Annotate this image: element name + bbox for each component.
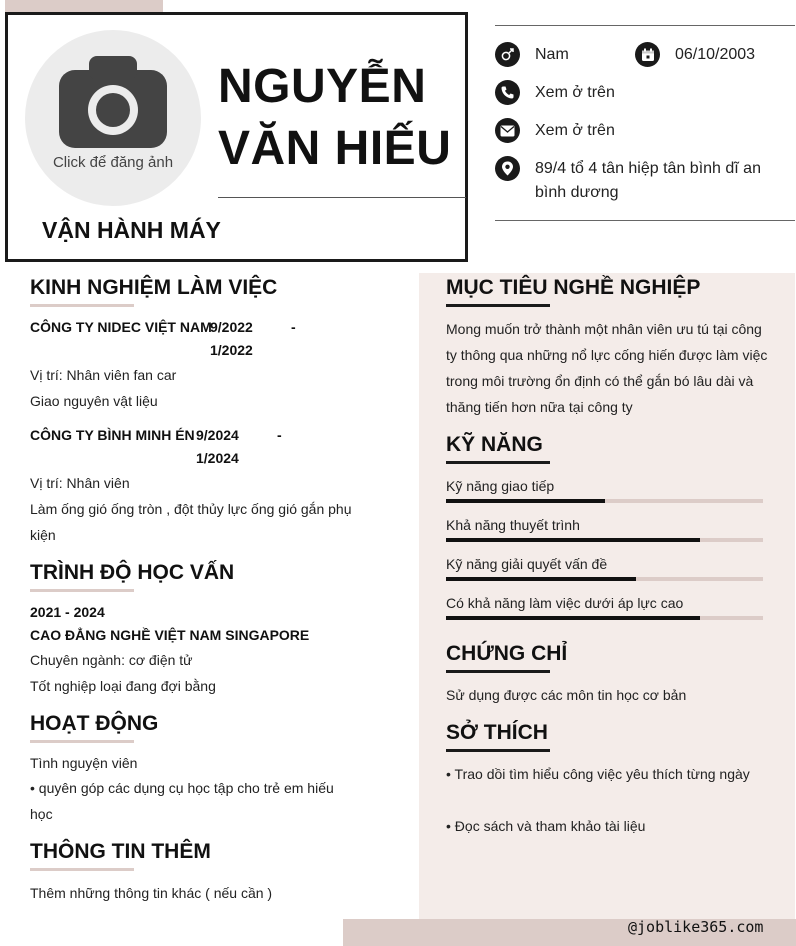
certificates-text: Sử dụng được các môn tin học cơ bản (446, 687, 687, 703)
job-1-line-2: Giao nguyên vật liệu (30, 393, 158, 409)
objective-title: MỤC TIÊU NGHỀ NGHIỆP (446, 276, 701, 299)
contact-divider-bottom (495, 220, 795, 221)
job-1-start: 9/2022 (210, 319, 253, 335)
address-line-1: 89/4 tổ 4 tân hiệp tân bình dĩ an (535, 160, 761, 177)
contact-divider-top (495, 25, 795, 26)
name-divider (218, 197, 466, 198)
name-line-2: VĂN HIẾU (218, 122, 452, 175)
address-line-2: bình dương (535, 184, 619, 201)
skills-title-underline (446, 461, 550, 464)
gender-icon (495, 42, 520, 67)
extra-info-title-underline (30, 868, 134, 871)
job-2-line-2: Làm ống gió ống tròn , đột thủy lực ống gió gắn phụ (30, 501, 352, 517)
email-value: Xem ở trên (535, 122, 615, 139)
camera-icon (59, 56, 167, 148)
education-school: CAO ĐẲNG NGHỀ VIỆT NAM SINGAPORE (30, 627, 310, 643)
mail-icon (495, 118, 520, 143)
objective-line-3: trong môi trường ổn định có thể gắn bó lâu dài và (446, 373, 754, 389)
education-title: TRÌNH ĐỘ HỌC VẤN (30, 561, 235, 584)
skill-2-bar (446, 538, 763, 542)
job-2-company: CÔNG TY BÌNH MINH ÉN (30, 427, 195, 443)
phone-value: Xem ở trên (535, 84, 615, 101)
skill-3-bar-fill (446, 577, 636, 581)
birthdate-value: 06/10/2003 (675, 46, 756, 63)
calendar-icon (635, 42, 660, 67)
skills-title: KỸ NĂNG (446, 433, 543, 456)
job-1-company: CÔNG TY NIDEC VIỆT NAM (30, 319, 212, 335)
hobby-1: • Trao dồi tìm hiểu công việc yêu thích từng ngày (446, 766, 750, 782)
hobby-2: • Đọc sách và tham khảo tài liệu (446, 818, 646, 834)
extra-info-title: THÔNG TIN THÊM (30, 840, 211, 863)
skill-2-bar-fill (446, 538, 700, 542)
objective-line-2: ty thông qua những nổ lực cống hiến được làm việc (446, 347, 768, 363)
skill-2-label: Khả năng thuyết trình (446, 517, 580, 533)
avatar-caption: Click để đăng ảnh (52, 154, 174, 171)
experience-title-underline (30, 304, 134, 307)
education-major: Chuyên ngành: cơ điện tử (30, 652, 193, 668)
job-1-dash: - (291, 319, 296, 335)
watermark: @joblike365.com (628, 918, 764, 936)
skill-4-label: Có khả năng làm việc dưới áp lực cao (446, 595, 684, 611)
objective-line-1: Mong muốn trở thành một nhân viên ưu tú tại công (446, 321, 762, 337)
skill-4-bar (446, 616, 763, 620)
job-2-line-3: kiện (30, 527, 56, 543)
full-name (218, 56, 458, 180)
experience-title: KINH NGHIỆM LÀM VIỆC (30, 276, 278, 299)
activities-line-2: • quyên góp các dụng cụ học tập cho trẻ em hiếu (30, 780, 334, 796)
job-1-line-1: Vị trí: Nhân viên fan car (30, 367, 177, 383)
skill-3-label: Kỹ năng giải quyết vấn đề (446, 556, 608, 572)
activities-title: HOẠT ĐỘNG (30, 712, 159, 735)
certificates-title-underline (446, 670, 550, 673)
extra-info-text: Thêm những thông tin khác ( nếu cần ) (30, 885, 273, 901)
job-title: VẬN HÀNH MÁY (42, 217, 221, 243)
job-2-end: 1/2024 (196, 450, 239, 466)
job-2-start: 9/2024 (196, 427, 239, 443)
skill-1-bar-fill (446, 499, 605, 503)
education-grade: Tốt nghiệp loại đang đợi bằng (30, 678, 216, 694)
education-years: 2021 - 2024 (30, 604, 105, 620)
education-title-underline (30, 589, 134, 592)
activities-title-underline (30, 740, 134, 743)
job-2-line-1: Vị trí: Nhân viên (30, 475, 130, 491)
job-2-dash: - (277, 427, 282, 443)
job-1-end: 1/2022 (210, 342, 253, 358)
certificates-title: CHỨNG CHỈ (446, 642, 568, 665)
gender-value: Nam (535, 46, 569, 63)
location-icon (495, 156, 520, 181)
activities-line-3: học (30, 806, 53, 822)
hobbies-title-underline (446, 749, 550, 752)
objective-line-4: thăng tiến hơn nữa tại công ty (446, 399, 633, 415)
avatar-upload[interactable] (25, 30, 201, 206)
phone-icon (495, 80, 520, 105)
skill-1-bar (446, 499, 763, 503)
objective-title-underline (446, 304, 550, 307)
skill-3-bar (446, 577, 763, 581)
hobbies-title: SỞ THÍCH (446, 721, 548, 744)
skill-4-bar-fill (446, 616, 700, 620)
name-line-1: NGUYỄN (218, 60, 427, 113)
skill-1-label: Kỹ năng giao tiếp (446, 478, 555, 494)
activities-line-1: Tình nguyện viên (30, 755, 138, 771)
